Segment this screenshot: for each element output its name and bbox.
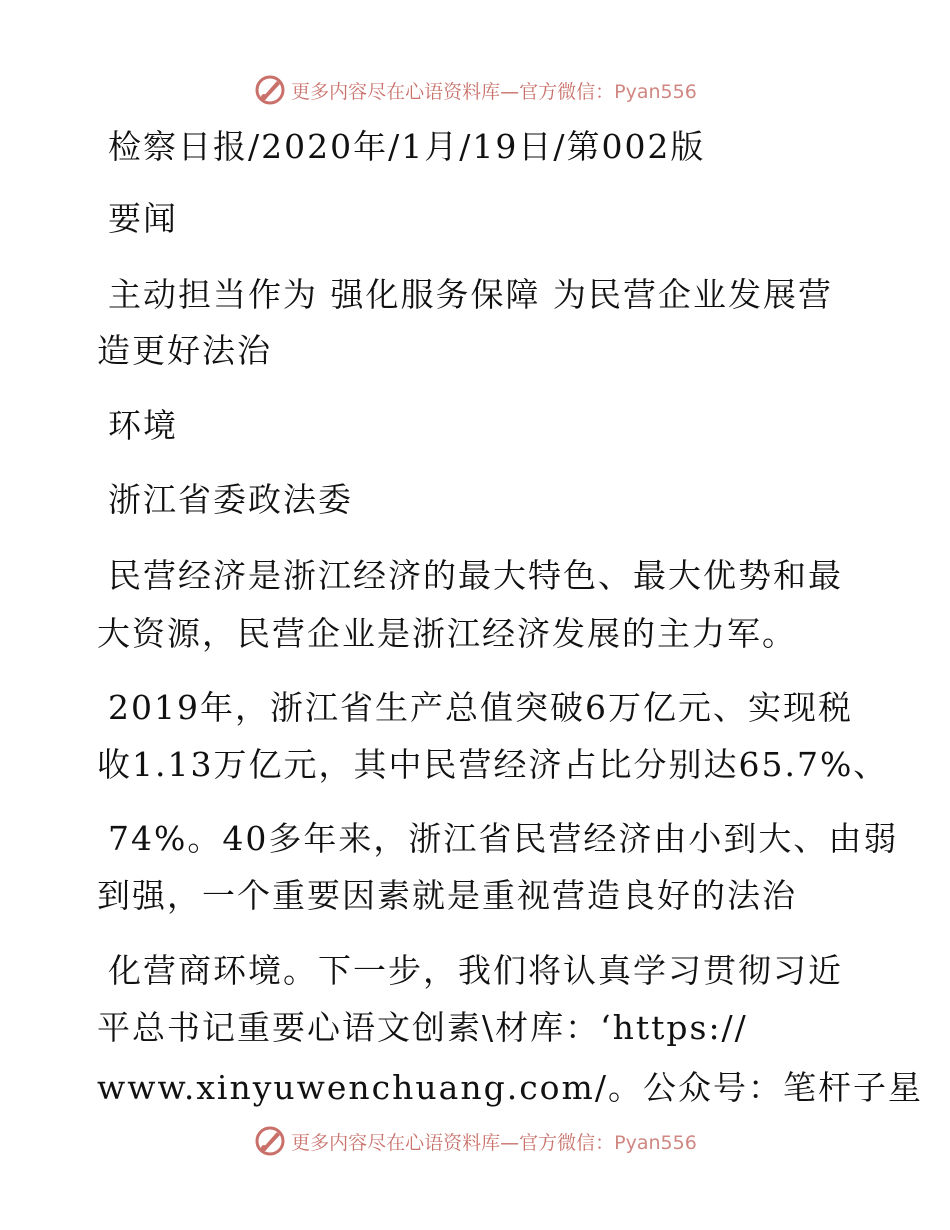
paragraph-line: 化营商环境。下一步，我们将认真学习贯彻习近	[108, 951, 843, 990]
brush-logo-icon	[253, 73, 287, 107]
paragraph-line: 平总书记重要心语文创素\材库：‘https://	[97, 1008, 748, 1047]
headline-line-1: 主动担当作为 强化服务保障 为民营企业发展营	[108, 275, 833, 314]
brush-logo-icon	[253, 1124, 287, 1158]
paragraph-line: 收1.13万亿元，其中民营经济占比分别达65.7%、	[97, 745, 889, 784]
watermark-text: 更多内容尽在心语资料库—官方微信：Pyan556	[291, 80, 697, 103]
footer-watermark	[0, 1121, 950, 1161]
section-label: 要闻	[108, 199, 178, 238]
paragraph-line: 大资源，民营企业是浙江经济发展的主力军。	[97, 614, 797, 653]
headline-line-2: 造更好法治	[97, 331, 272, 370]
paragraph-line: 74%。40多年来，浙江省民营经济由小到大、由弱	[108, 819, 899, 858]
paragraph-line: 民营经济是浙江经济的最大特色、最大优势和最	[108, 556, 843, 595]
paragraph-line: 到强，一个重要因素就是重视营造良好的法治	[97, 876, 797, 915]
paragraph-line: www.xinyuwenchuang.com/。公众号：笔杆子星	[97, 1068, 923, 1107]
headline-line-3: 环境	[108, 406, 178, 445]
author-line: 浙江省委政法委	[108, 480, 353, 519]
source-line: 检察日报/2020年/1月/19日/第002版	[108, 127, 706, 166]
paragraph-line: 2019年，浙江省生产总值突破6万亿元、实现税	[108, 688, 853, 727]
watermark-text: 更多内容尽在心语资料库—官方微信：Pyan556	[291, 1131, 697, 1154]
header-watermark	[0, 70, 950, 110]
